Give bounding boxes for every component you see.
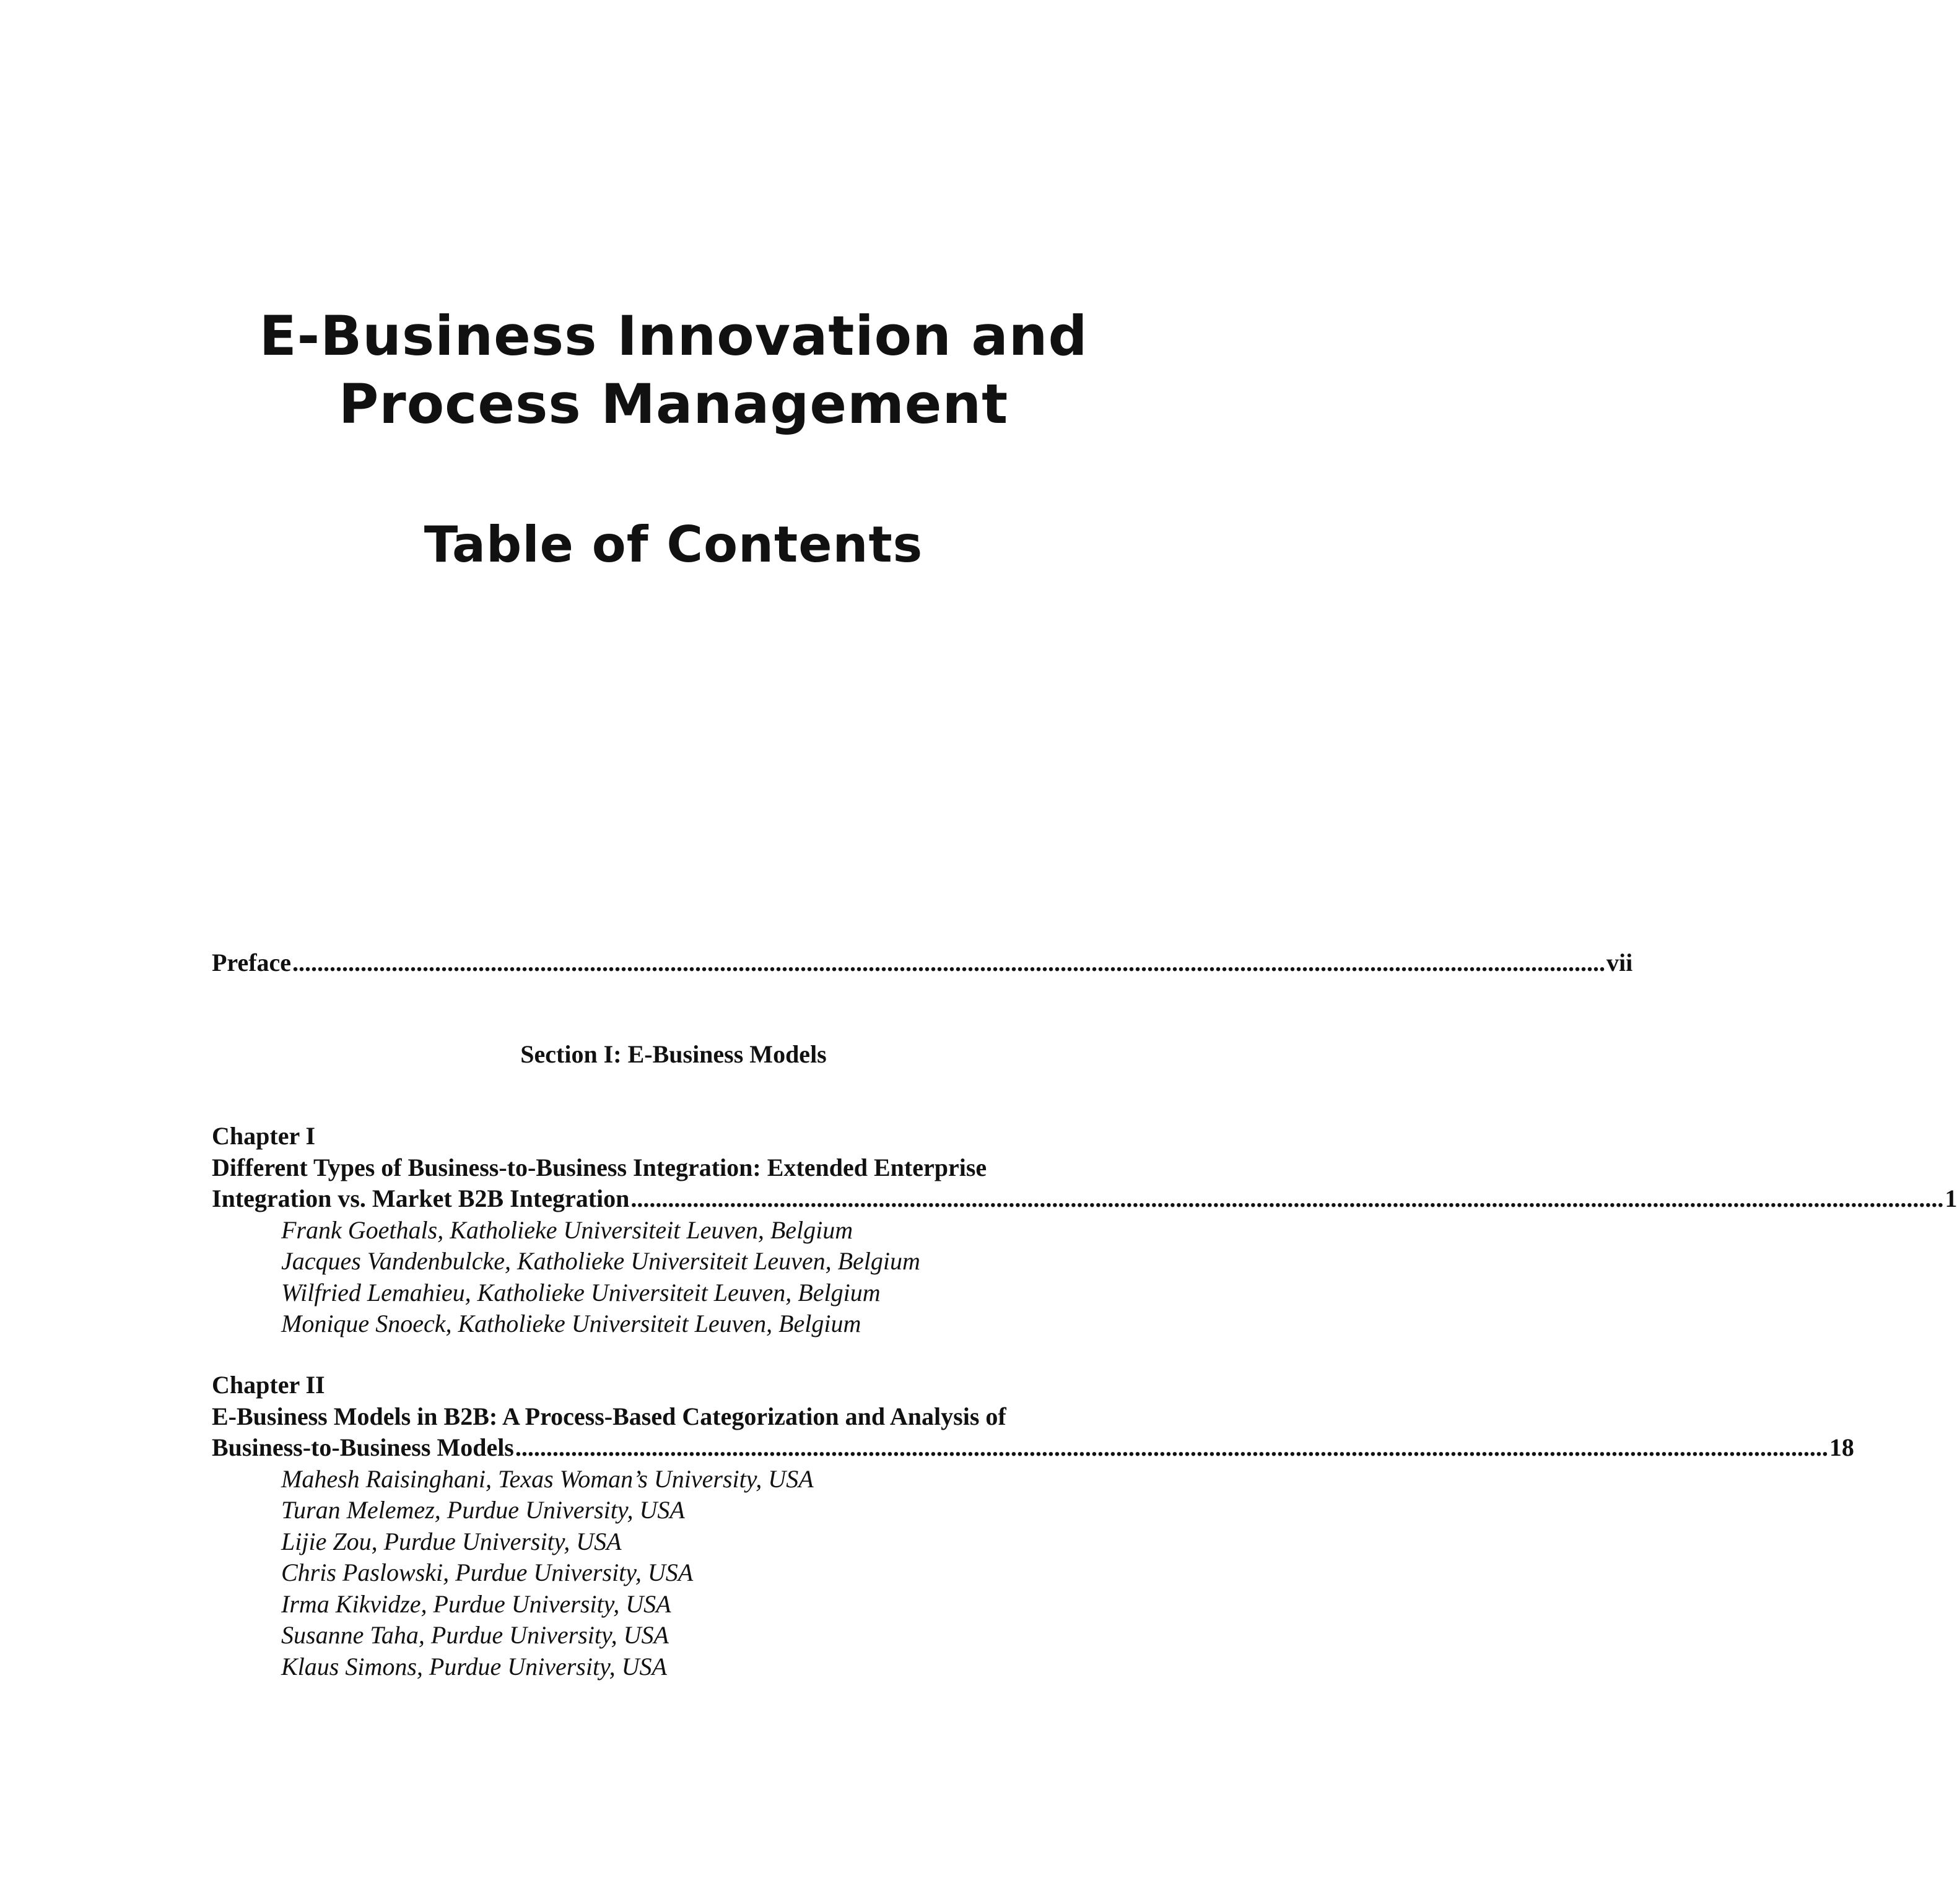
chapter-page-number: 1	[1945, 1185, 1957, 1212]
book-title-line-2: Process Management	[338, 372, 1009, 436]
dot-leader: ....................................................................................................................................................................................................................	[292, 949, 1606, 976]
author-line: Monique Snoeck, Katholieke Universiteit Leuven, Belgium	[281, 1310, 861, 1337]
toc-entry-chapter-2	[212, 1370, 1854, 1682]
author-line: Klaus Simons, Purdue University, USA	[281, 1652, 667, 1680]
author-line: Susanne Taha, Purdue University, USA	[281, 1621, 669, 1649]
toc-entry-chapter-1	[212, 1121, 1957, 1340]
preface-label: Preface	[212, 949, 292, 976]
chapter-title-continued: Business-to-Business Models	[212, 1433, 514, 1461]
author-line: Mahesh Raisinghani, Texas Woman’s University, USA	[281, 1464, 814, 1493]
chapter-title-continued: Integration vs. Market B2B Integration	[212, 1185, 630, 1212]
author-line: Irma Kikvidze, Purdue University, USA	[281, 1589, 671, 1618]
toc-entry-preface	[212, 947, 1633, 978]
author-line: Turan Melemez, Purdue University, USA	[281, 1496, 685, 1524]
dot-leader: ....................................................................................................................................................................................................................	[630, 1185, 1944, 1212]
author-line: Frank Goethals, Katholieke Universiteit Leuven, Belgium	[281, 1215, 853, 1244]
book-title-line-1: E-Business Innovation and	[259, 304, 1088, 368]
author-line: Chris Paslowski, Purdue University, USA	[281, 1558, 694, 1586]
book-title	[0, 302, 1347, 438]
author-line: Lijie Zou, Purdue University, USA	[281, 1527, 622, 1555]
chapter-label: Chapter I	[212, 1122, 316, 1150]
chapter-page-number: 18	[1829, 1433, 1854, 1461]
chapter-title: E-Business Models in B2B: A Process-Based Categorization and Analysis of	[212, 1402, 1006, 1430]
section-heading: Section I: E-Business Models	[520, 1040, 827, 1068]
preface-page-number: vii	[1606, 949, 1633, 976]
chapter-label: Chapter II	[212, 1371, 325, 1399]
chapter-title: Different Types of Business-to-Business Integration: Extended Enterprise	[212, 1153, 987, 1181]
author-line: Jacques Vandenbulcke, Katholieke Universiteit Leuven, Belgium	[281, 1247, 920, 1275]
toc-heading: Table of Contents	[424, 516, 923, 573]
author-line: Wilfried Lemahieu, Katholieke Universiteit Leuven, Belgium	[281, 1278, 881, 1306]
dot-leader: ....................................................................................................................................................................................................................	[515, 1433, 1828, 1461]
